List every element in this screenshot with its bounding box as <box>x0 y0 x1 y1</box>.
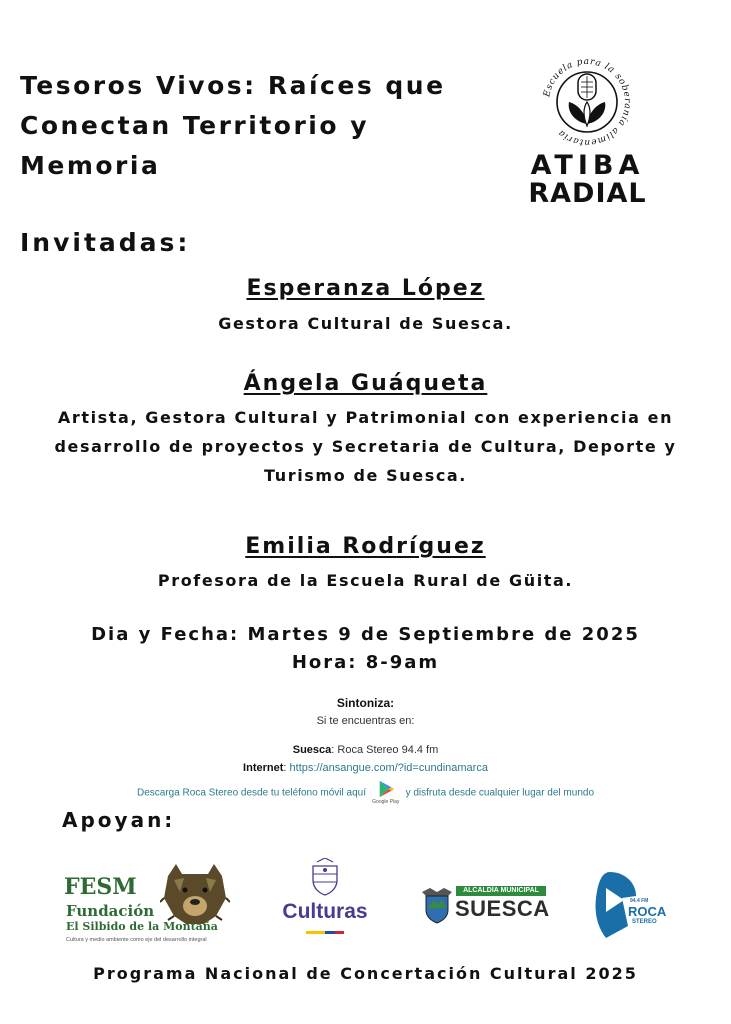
roca-name: ROCA <box>628 904 667 919</box>
internet-url-link[interactable]: https://ansangue.com/?id=cundinamarca <box>289 762 488 774</box>
tune-in-intro: Si te encuentras en: <box>316 715 415 727</box>
title-line-3: Memoria <box>20 151 161 180</box>
download-text-right: y disfruta desde cualquier lugar del mundo <box>405 787 595 799</box>
atiba-circle-emblem-icon <box>537 52 637 152</box>
sponsor-roca-stereo-logo <box>592 868 666 940</box>
invitadas-heading: Invitadas: <box>20 228 191 257</box>
title-line-2: Conectan Territorio y <box>20 111 370 140</box>
logo-word-atiba: ATIBA <box>530 150 645 181</box>
fesm-line2: El Silbido de la Montaña <box>66 920 218 933</box>
sponsor-suesca-logo <box>422 884 548 928</box>
event-time: Hora: 8-9am <box>291 652 440 673</box>
download-text-left: Descarga Roca Stereo desde tu teléfono móvil aquí <box>136 787 366 799</box>
internet-sep: : <box>283 762 290 774</box>
fesm-tagline: Cultura y medio ambiente como eje del desarrollo integral <box>66 937 207 943</box>
guest-role-2-line-2: desarrollo de proyectos y Secretaria de Cultura, Deporte y <box>54 437 677 456</box>
atiba-radial-logo <box>515 52 660 212</box>
suesca-top-label: ALCALDÍA MUNICIPAL <box>456 886 546 896</box>
logo-word-radial: RADIAL <box>528 178 647 209</box>
suesca-value: : Roca Stereo 94.4 fm <box>331 744 439 756</box>
logo-circle-text: Escuela para la soberanía alimentaria <box>542 56 633 148</box>
event-title <box>20 66 480 186</box>
footer-program: Programa Nacional de Concertación Cultural 2025 <box>93 964 638 983</box>
guest-role-1 <box>0 309 731 338</box>
bear-head-icon <box>160 858 230 928</box>
suesca-shield-icon <box>422 886 452 924</box>
guest-role-3 <box>0 566 731 595</box>
guest-role-2 <box>0 403 731 490</box>
tune-in-download <box>0 780 731 806</box>
title-line-1: Tesoros Vivos: Raíces que <box>20 71 446 100</box>
internet-label: Internet <box>243 762 284 774</box>
suesca-name: SUESCA <box>455 896 550 921</box>
fesm-abbr: FESM <box>64 874 137 900</box>
event-date: Dia y Fecha: Martes 9 de Septiembre de 2025 <box>91 624 640 645</box>
google-play-icon <box>376 780 396 798</box>
tune-in-title: Sintoniza: <box>336 696 395 710</box>
tune-in-internet <box>0 762 731 774</box>
guest-role-3-line-1: Profesora de la Escuela Rural de Güita. <box>157 571 574 590</box>
roca-freq: 94.4 FM <box>630 898 649 904</box>
culturas-name: Culturas <box>282 900 368 923</box>
guest-name-2: Ángela Guáqueta <box>243 371 488 396</box>
sponsor-culturas-logo <box>272 858 378 938</box>
guest-role-2-line-3: Turismo de Suesca. <box>263 466 467 485</box>
apoyan-heading: Apoyan: <box>62 808 176 832</box>
tune-in-suesca <box>0 744 731 756</box>
google-play-badge[interactable] <box>369 780 403 806</box>
guest-name-1: Esperanza López <box>246 276 485 301</box>
guest-role-1-line-1: Gestora Cultural de Suesca. <box>218 314 513 333</box>
guest-role-2-line-1: Artista, Gestora Cultural y Patrimonial con experiencia en <box>57 408 674 427</box>
guest-name-3: Emilia Rodríguez <box>245 534 486 559</box>
suesca-label: Suesca <box>292 744 332 756</box>
roca-sub: STEREO <box>632 919 657 925</box>
colombia-flag-bar <box>306 931 344 934</box>
fesm-line1: Fundación <box>66 902 155 920</box>
sponsor-fesm-logo <box>64 858 232 948</box>
google-play-caption: Google Play <box>372 799 400 805</box>
colombia-shield-icon <box>307 858 343 896</box>
